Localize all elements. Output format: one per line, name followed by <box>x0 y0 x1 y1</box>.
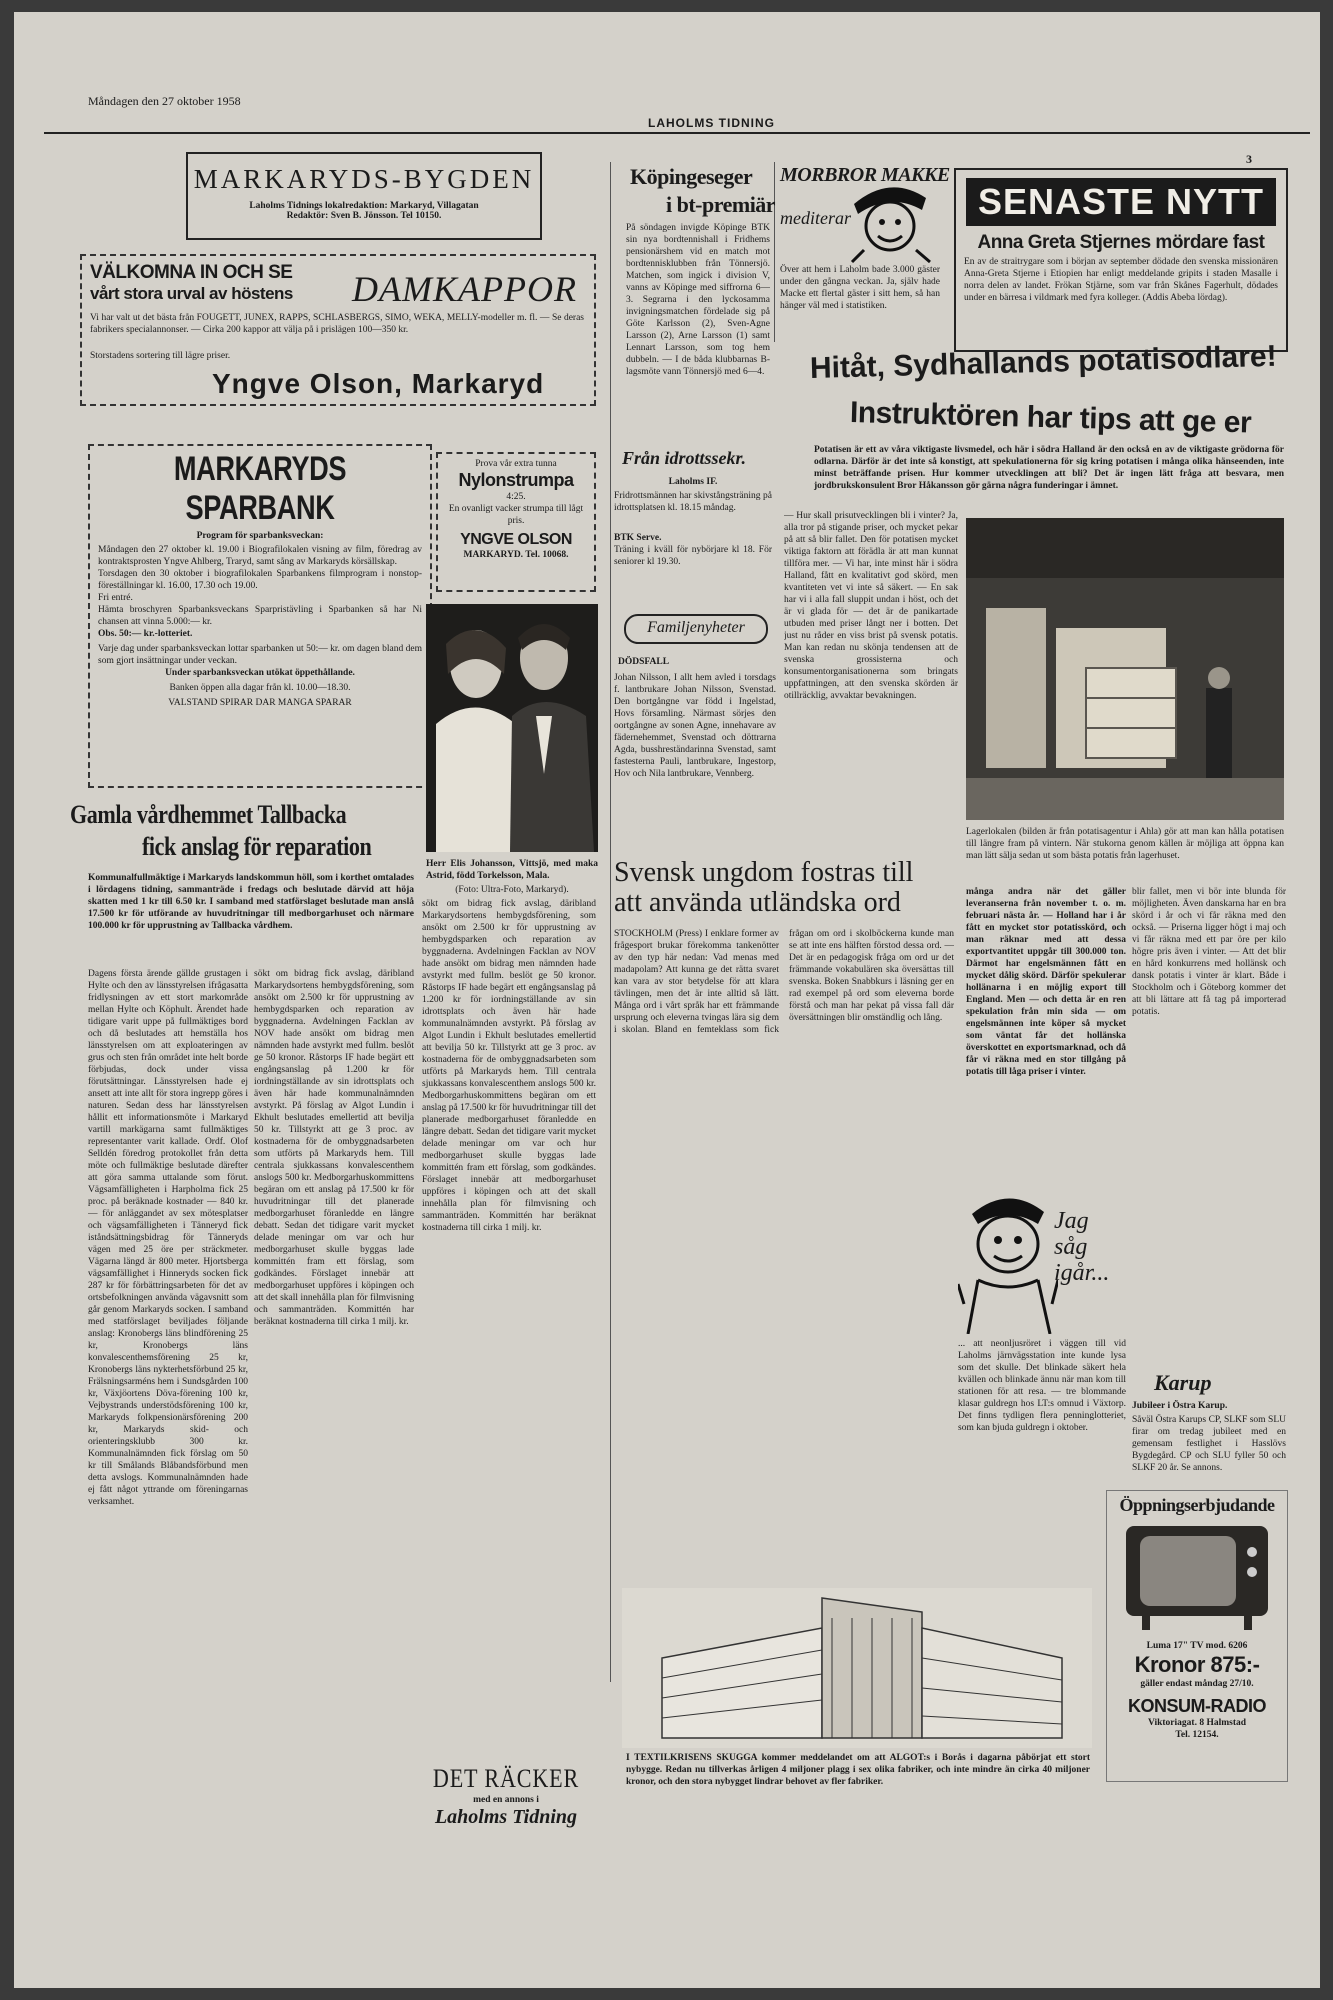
television-icon <box>1122 1522 1272 1632</box>
makke-body: Över att hem i Laholm bade 3.000 gäster under den gångna veckan. Ja, själv hade Macke ett flertal gäster i sitt hem, så han hänger väl med i statistiken. <box>780 265 940 311</box>
senaste-head: Anna Greta Stjernes mördare fast <box>977 232 1265 253</box>
paper-name: LAHOLMS TIDNING <box>648 116 775 130</box>
senaste-box <box>954 168 1288 352</box>
nylon-shop: YNGVE OLSON <box>460 531 572 548</box>
tallbacka-lead: Kommunalfullmäktige i Markaryds landskommun höll, som i korthet omtalades i lördagens tidning, sammanträde i fredags och beslutade därvid att höja skatten med 1 kr till 6.50 kr. I samband med statförslaget beslutade man anslå 17.500 kr för utförande av huvudritningar till medborgarhuset och närmare 100.000 kr för upprustning av Tallbacka vårdhem. <box>88 873 414 931</box>
potato-lead: Potatisen är ett av våra viktigaste livsmedel, och här i södra Halland är den också en av de viktigaste grödorna för odlarna. Därför är det inte så konstigt, att spekulationerna för sig kring potatisen i många olika hänseenden, inte minst beträffande prisen. Hur kommer utvecklingen att bli? Det är ingen lätt fråga att besvara, men jordbrukskonsulent Bror Håkansson gör gärna några funderingar i ämnet. <box>814 445 1284 491</box>
koping-head1: Köpingeseger <box>630 164 753 189</box>
header-rule <box>44 132 1310 134</box>
idrott-club: Laholms IF. <box>668 477 718 487</box>
potato-caption: Lagerlokalen (bilden är från potatisagentur i Ahla) gör att man kan hålla potatisen till längre fram på vintern. När stukorna genom källen är möjliga att öppna kan man lätt sälja sedan ut som bästa potatis från lagerhuset. <box>966 827 1284 861</box>
jag-body: ... att neonljusröret i väggen till vid Laholms järnvägsstation inte kunde lysa som det skulle. Det blinkade säkert hela kvällen och blinkade ännu när man kom till stationen för att resa. — tre blommande klasar guldregn hos LT:s omnud i Växtorp. Det finns tydligen flera penninglotteriet, som kan bjuda guldregn i oktober. <box>958 1339 1126 1433</box>
makke-sub: mediterar <box>780 208 851 228</box>
potato-col2: blir fallet, men vi bör inte blunda för möjligheten. Även danskarna har en bra skörd i år och vi får räkna med den också. — Priserna ligger högt i maj och vi får räkna med ett par öre per kilo högre pris även i vinter. — Att det blir en hård konkurrens med hollänsk och dansk potatis i vinter är klart. Både i Stockholm och i Göteborg kommer det att bli lättare att få tag på importerad potatis. <box>1132 887 1286 1017</box>
nylon-price: 4:25. <box>506 492 526 502</box>
tv-ad <box>1106 1490 1288 1782</box>
wedding-photo <box>426 604 598 852</box>
idrott-btk-body: Träning i kväll för nybörjare kl 18. För seniorer kl 19.30. <box>614 545 772 567</box>
sparbank-ad <box>88 444 432 788</box>
potato-mid: många andra när det gäller leveranserna från november t. o. m. februari nästa år. — Holland har i år fått en mycket stor potatisskörd, och man räknar med att dessa exportvantitet uppgår till 300.000 ton. Därmot har engelsmännen fått en mycket dålig skörd. Därför spekulerar hollänarna i en möjlig export till England. Men — och detta är en ren spekulation från min sida — om engelsmännen inte köper så mycket som väntat får det hollänska överskottet en exportsmarknad, och då får vi räkna med en stor tillgång på potatis till låga priser i vinter. <box>966 887 1126 1077</box>
svensk-head2: att använda utländska ord <box>614 887 901 918</box>
algot-caption: I TEXTILKRISENS SKUGGA kommer meddelandet om att ALGOT:s i Borås i dagarna påbörjat ett stort nybygge. Redan nu tillverkas årligen 4 miljoner plagg i sex olika fabriker, och inte mindre än cirka 40 miljoner kronor, och den stora nybygget lindrar behovet av fler fabriker. <box>626 1753 1090 1787</box>
sparbank-title: MARKARYDS SPARBANK <box>173 450 347 527</box>
sparbank-motto: VALSTAND SPIRAR DAR MANGA SPARAR <box>168 698 352 708</box>
issue-date: Måndagen den 27 oktober 1958 <box>88 94 241 108</box>
bygden-sub1: Laholms Tidnings lokalredaktion: Markaryd, Villagatan <box>249 201 479 211</box>
wedding-caption: Herr Elis Johansson, Vittsjö, med maka Astrid, född Torkelsson, Mala. <box>426 859 598 881</box>
cartoon-man-icon <box>958 1184 1058 1334</box>
svensk-head1: Svensk ungdom fostras till <box>614 857 914 888</box>
column-rule <box>774 162 775 342</box>
familj-title: Familjenyheter <box>647 619 745 636</box>
jag-title: Jag såg igår... <box>1054 1208 1110 1286</box>
racker-ad <box>412 1764 600 1829</box>
senaste-body: En av de straitrygare som i början av september dödade den svenska missionären Anna-Greta Stjerne i Etiopien har enligt meddelande gripits i staden Masalle i norra delen av landet. Frökan Stjärne, som var från Skånes Fagerhult, dödades under en bärresa i vildmark med fyra kolleger. (Addis Abeba lördag). <box>964 257 1278 303</box>
racker-sub: med en annons i <box>473 1795 539 1805</box>
dam-store: Storstadens sortering till lägre priser. <box>90 351 231 361</box>
sparbank-program: Program för sparbanksveckan: <box>196 531 324 541</box>
sparbank-p2b: Fri entré. <box>98 593 133 603</box>
karup-title: Karup <box>1154 1370 1212 1395</box>
tallbacka-col1: Dagens första ärende gällde grustagen i Hylte och den av länsstyrelsen ifrågasatta fridlysningen av ett stort markområde mellan Hylte och Köphult. Ärendet hade tidigare varit uppe på fullmäktiges bord och då beslutades att hemställa hos länsstyrelsen om att exploateringen av grus och sten från området inte helt borde förbjudas, dock under vissa förutsättningar. Länsstyrelsen hade ej ansett att inte allt för stora ingrepp göres i naturen. Sedan dess har länsstyrelsen hållit ett informationsmöte i Markaryd vartill markägarna samt fullmäktiges representanter varit kallade. Ordf. Olof Selldén föredrog protokollet från detta möte och fullmäktige beslutade därefter att göra samma uttalande som förut. Vägsamfälligheten i Harpholma fick 25 proc. på beräknade kostnader — 840 kr. — för anläggandet av sex mötesplatser och vägsamfälligheten i Tänneryd fick iståndsättningsbidrag för Tänneryds vägen med 25 öre per sträckmeter. Vägarna längd är 800 meter. Hjortsberga vägsamfällighet i Hinneryds socken fick 287 kr för förbättringsarbeten för det av ortsbefolkningen använda vägavsnitt som går genom Markaryds socken. I samband med statförslaget beviljades följande anslag: Kronobergs läns blindförening 25 kr, Kronobergs läns konvalescenthemsförening 25 kr, Kronobergs läns nykterhetsförbund 25 kr, Frälsningsarméns hem i Sundsgården 100 kr, Växjöortens Döva-förening 100 kr, Vejbystrands understödsförening 100 kr, Markaryds folkpensionärsförening 200 kr, Markaryds skid- och orienteringsklubb 300 kr. Kommunalnämnden fick förslag om 50 kr till Smålands Blåbandsförbund men detta avslogs. Kommunalnämnden hade ej fått något yttrande om föreningarnas verksamhet. <box>88 969 248 1507</box>
karup-sub: Jubileer i Östra Karup. <box>1132 1401 1228 1411</box>
nylon-ad <box>436 452 596 592</box>
dam-welcome: VÄLKOMNA IN OCH SE <box>90 262 293 283</box>
dam-headline: DAMKAPPOR <box>352 269 577 309</box>
racker-title: DET RÄCKER <box>432 1764 580 1793</box>
tv-tel: Tel. 12154. <box>1175 1730 1219 1740</box>
column-rule <box>610 162 611 1682</box>
nylon-city: MARKARYD. <box>463 550 524 560</box>
dam-shop: Yngve Olson, Markaryd <box>212 368 545 399</box>
nylon-desc: En ovanligt vacker strumpa till lågt pris. <box>448 504 584 526</box>
karup-body: Såväl Östra Karups CP, SLKF som SLU firar om tredag jubileet med en gemensam festlighet i Hasslövs Bygdegård. CP och SLU fyller 50 och SLKF 20 år. Se annons. <box>1132 1415 1286 1473</box>
sparbank-obs: Obs. 50:— kr.-lotteriet. <box>98 629 193 639</box>
idrott-title: Från idrottssekr. <box>622 448 747 468</box>
makke-face-icon <box>844 174 936 264</box>
tallbacka-head1: Gamla vårdhemmet Tallbacka <box>70 800 347 829</box>
newspaper-page <box>14 12 1320 1988</box>
sparbank-hours: Banken öppen alla dagar från kl. 10.00—18.30. <box>169 683 351 693</box>
wedding-couple-image <box>426 604 598 852</box>
nylon-prova: Prova vår extra tunna <box>475 459 557 469</box>
nylon-name: Nylonstrumpa <box>458 470 574 490</box>
tv-model: Luma 17" TV mod. 6206 <box>1146 1641 1248 1651</box>
dam-selection: vårt stora urval av höstens <box>90 284 293 303</box>
damkappor-ad <box>80 254 596 406</box>
sparbank-open: Under sparbanksveckan utökat öppethållande. <box>165 668 355 678</box>
potato-head2: Instruktören har tips att ge er <box>849 396 1252 440</box>
tv-addr: Viktoriagat. 8 Halmstad <box>1147 1718 1247 1728</box>
page-number: 3 <box>1246 152 1252 166</box>
idrott-btk: BTK Serve. <box>614 533 662 543</box>
idrott-body: Fridrottsmännen har skivstångsträning på idrottsplatsen kl. 18.15 måndag. <box>614 491 772 513</box>
sparbank-p1: Måndagen den 27 oktober kl. 19.00 i Biografilokalen visning av film, föredrag av kontraktsprosten Yngve Ahlberg, Traryd, samt sång av Markaryds körsällskap. <box>98 545 422 567</box>
bygden-title: MARKARYDS-BYGDEN <box>193 164 535 194</box>
tallbacka-col2: sökt om bidrag fick avslag, däribland Markarydsortens hembygdsförening, som ansökt om 2.500 kr för upprustning av hembygdsparken och reparation av byggnaderna. Avdelningen Facklan av NOV hade ansökt om bidrag men nämnden hade avstyrkt med fullm. beslöt ge 50 kronor. Råstorps IF hade begärt ett engångsanslag på 1.200 kr för iordningställande av sin idrottsplats och även här hade kommunalnämnden avstyrkt. På förslag av Algot Lundin i Ekhult beslutades emellertid att bevilja 50 kr. Tillstyrkt att ge 3 proc. av kostnaderna för de ombyggnadsarbeten som utförts på Markaryds hem. Till centrala sjukkassans konvalescenthem anslogs 500 kr. Medborgarhuskommittens begäran om ett anslag på 17.500 kr för huvudritningar till det planerade medborgarhuset föranledde en längre debatt. Sedan det tidigare varit mycket delade meningar om var och hur medborgarhuset skulle byggas lade kommittén fram ett förslag, som godkändes. Förslaget innebär att medborgarhuset uppföres i köpingen och att det skall innehålla plan för filmvisning och sammanträden. Kommittén har beräknat kostnaderna till cirka 1 milj. kr. <box>254 969 414 1327</box>
nylon-tel: Tel. 10068. <box>525 550 569 560</box>
svensk-body: STOCKHOLM (Press) I enklare former av frågesport brukar förekomma tankenötter av den typ här nedan: Vad menas med madapolam? Att kunna ge det rätta svaret kan vara av stor betydelse för att klara tävlingen, men det är inte alltid så lätt. Många ord i vårt språk har ett främmande ursprung och eleverna tvingas lära sig dem i skolan. Bland en femteklass som fick frågan om ord i skolböckerna kunde man se att inte ens hälften förstod dessa ord. — Det är en pedagogisk fråga om ord ur det främmande vokabulären ska översättas till svenska. Boken Snabbkurs i läsning ger en rad exempel på ord som eleverna borde förstå och man har pekat på vissa fall där översättningen blir omständlig och lång. <box>614 929 954 1035</box>
sparbank-p4: Varje dag under sparbanksveckan lottar sparbanken ut 50:— kr. om dagen bland dem som gjort insättningar under veckan. <box>98 644 422 666</box>
storage-hall-image <box>966 518 1284 820</box>
familj-dodsfall: DÖDSFALL <box>618 657 670 667</box>
tv-title: Öppningserbjudande <box>1119 1495 1275 1515</box>
potato-photo <box>966 518 1284 820</box>
familj-body: Johan Nilsson, I allt hem avled i torsdags f. lantbrukare Johan Nilsson, Svenstad. Den bortgångne var född i Ingelstad, Hovs församling. Närmast sörjes den oortgångne av sonen Agne, innehavare av fädernehemmet, Svenstad och döttrarna Agda, busshreständarinna Svenstad, samt fastesterna Pauli, lantbrukare, Ingestorp, Hov och Nila lantbrukare, Vennberg. <box>614 673 776 779</box>
familj-banner <box>624 614 768 644</box>
racker-paper: Laholms Tidning <box>434 1806 578 1828</box>
wedding-credit: (Foto: Ultra-Foto, Markaryd). <box>455 885 569 895</box>
makke-title: MORBROR MAKKE <box>780 164 950 186</box>
dam-body: Vi har valt ut det bästa från FOUGETT, JUNEX, RAPPS, SCHLASBERGS, SIMO, WEKA, MELLY-modeller m. fl. — Se deras fabrikers specialannonser. — Cirka 200 kappor att välja på i prislägen 100—350 kr. <box>90 313 584 335</box>
sparbank-p2: Torsdagen den 30 oktober i biografilokalen Sparbankens filmprogram i nonstop-föreställningar kl. 16.00, 17.30 och 19.00. <box>98 569 422 591</box>
koping-head2: i bt-premiär <box>666 192 776 217</box>
tv-price: Kronor 875:- <box>1134 1652 1260 1677</box>
potato-col1: — Hur skall prisutvecklingen bli i vinter? Ja, alla tror på stigande priser, och mycket pekar på att så blir fallet. Den för potatisen mycket viktiga faktorn att förädla är att man kunnat tillföra mer. — Vi har, inte minst här i södra Halland, fått en kvalitativt god skörd, men kvantiteten vet vi inte så säkert. — En sak har vi i alla fall sluppit undan i höst, och det är vi glada för — det är de panikartade utbuden med priser långt ner i botten. Det just nu råder en viss brist på svensk potatis. Man kan redan nu skönja tendensen att de svenska grossisterna och konsumentorganisationerna som bringats uppfattningen, att den svenska skörden är otillräcklig, avvaktar bevakningen. <box>784 511 958 701</box>
algot-building-drawing <box>622 1588 1092 1748</box>
koping-body: På söndagen invigde Köpinge BTK sin nya bordtennishall i Fridhems pensionärshem vid en match mot bordtennisklubben från Tönnersjö. Matchen, som ingick i division V, vanns av Köpinge med siffrorna 6—3. Segrarna i den lyckosamma invigningsmatchen fördelade sig på Göte Karlsson (2), Sven-Agne Larsson (2), Arne Larsson (1) samt Lennart Larsson, som tog hem dubbeln. — I de båda klubbarnas B-lagsmöte vann Tönnersjö med 6—4. <box>626 223 770 377</box>
sparbank-p3: Hämta broschyren Sparbanksveckans Sparpristävling i Sparbanken så har Ni chansen att vinna 5.000:— kr. <box>98 605 422 627</box>
tv-valid: gäller endast måndag 27/10. <box>1140 1679 1254 1689</box>
potato-head1: Hitåt, Sydhallands potatisodlare! <box>809 339 1278 385</box>
senaste-banner: SENASTE NYTT <box>966 178 1276 226</box>
tallbacka-head2: fick anslag för reparation <box>142 832 372 861</box>
bygden-sub2: Redaktör: Sven B. Jönsson. Tel 10150. <box>286 211 442 221</box>
bygden-box <box>186 152 542 240</box>
tv-store: KONSUM-RADIO <box>1128 1696 1266 1716</box>
tallbacka-col3: sökt om bidrag fick avslag, däribland Markarydsortens hembygdsförening, som ansökt om 2.500 kr för upprustning av hembygdsparken och reparation av byggnaderna. Avdelningen Facklan av NOV hade ansökt om bidrag men nämnden hade avstyrkt med fullm. beslöt ge 50 kronor. Råstorps IF hade begärt ett engångsanslag på 1.200 kr för iordningställande av sin idrottsplats och även här hade kommunalnämnden avstyrkt. På förslag av Algot Lundin i Ekhult beslutades emellertid att bevilja 50 kr. Tillstyrkt att ge 3 proc. av kostnaderna för de ombyggnadsarbeten som utförts på Markaryds hem. Till centrala sjukkassans konvalescenthem anslogs 500 kr. Medborgarhuskommittens begäran om ett anslag på 17.500 kr för huvudritningar till det planerade medborgarhuset föranledde en längre debatt. Sedan det tidigare varit mycket delade meningar om var och hur medborgarhuset skulle byggas lade kommittén fram ett förslag, som godkändes. Förslaget innebär att medborgarhuset uppföres i köpingen och att det skall innehålla plan för filmvisning och sammanträden. Kommittén har beräknat kostnaderna till cirka 1 milj. kr. <box>422 899 596 1233</box>
